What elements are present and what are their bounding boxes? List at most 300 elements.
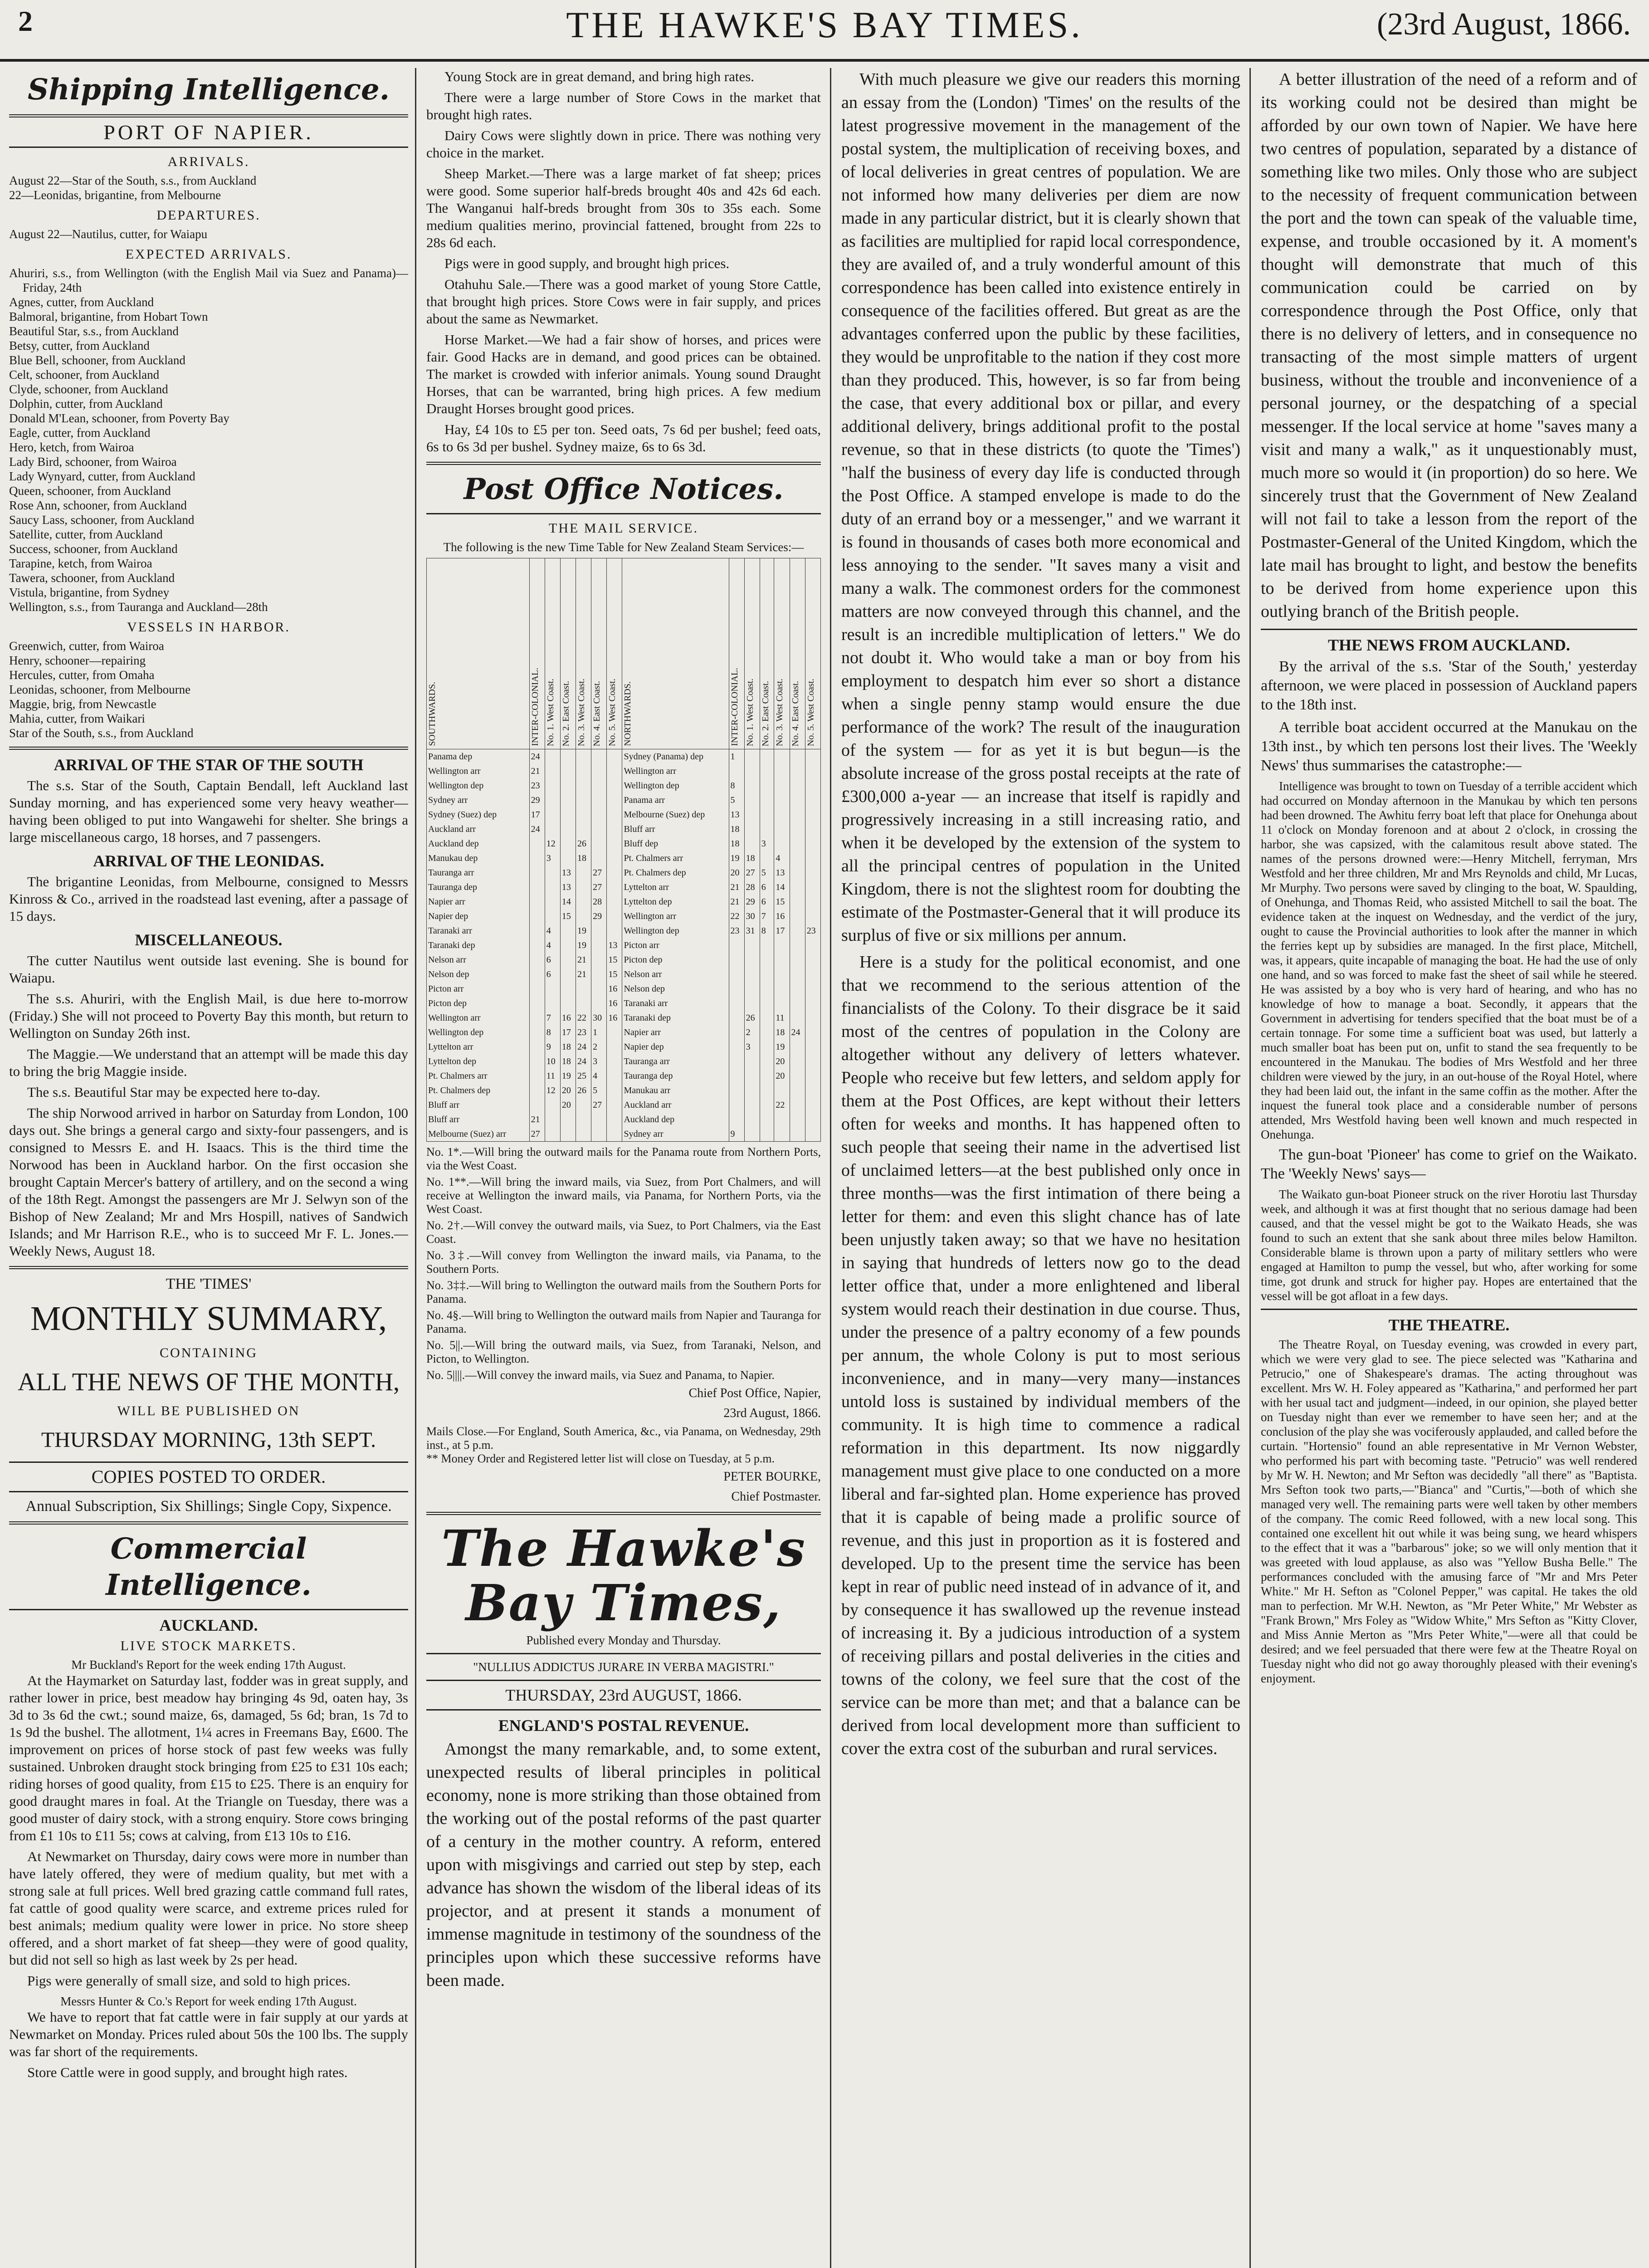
- list-item: Saucy Lass, schooner, from Auckland: [9, 513, 195, 527]
- harbor-heading: VESSELS IN HARBOR.: [127, 620, 290, 635]
- table-cell: [790, 822, 805, 836]
- timetable-header: [427, 558, 530, 749]
- table-cell: [805, 793, 820, 807]
- table-cell: Napier dep: [427, 909, 530, 924]
- table-cell: Wellington dep: [427, 778, 530, 793]
- paragraph: No. 5||||.—Will convey the inward mails, via Suez and Panama, to Napier.: [426, 1369, 775, 1382]
- timetable-header-label: SOUTHWARDS.: [427, 682, 437, 746]
- column-rule: [415, 68, 416, 2268]
- table-cell: [607, 822, 622, 836]
- list-item: Blue Bell, schooner, from Auckland: [9, 353, 185, 367]
- table-cell: 11: [545, 1069, 560, 1083]
- table-cell: 21: [729, 880, 744, 894]
- table-cell: Auckland arr: [622, 1098, 729, 1112]
- table-cell: 18: [729, 836, 744, 851]
- list-item: Hercules, cutter, from Omaha: [9, 668, 155, 682]
- table-cell: [576, 793, 591, 807]
- table-cell: [774, 1112, 790, 1127]
- table-cell: 19: [576, 938, 591, 953]
- table-cell: [805, 807, 820, 822]
- paragraph: No. 2†.—Will convey the outward mails, via Suez, to Port Chalmers, via the East Coast.: [426, 1219, 821, 1246]
- table-cell: Panama arr: [622, 793, 729, 807]
- table-cell: [729, 938, 744, 953]
- paragraph: The Maggie.—We understand that an attempt will be made this day to bring the brig Maggie inside.: [9, 1046, 408, 1079]
- table-cell: [729, 996, 744, 1011]
- table-cell: 20: [729, 865, 744, 880]
- mail-intro: The following is the new Time Table for New Zealand Steam Services:—: [443, 540, 804, 554]
- table-cell: [607, 764, 622, 778]
- table-cell: 3: [545, 851, 560, 865]
- timetable-notes: [426, 1145, 821, 1382]
- times-label: THE 'TIMES': [166, 1276, 252, 1292]
- leader-heading: ENGLAND'S POSTAL REVENUE.: [498, 1716, 749, 1735]
- table-cell: 21: [576, 953, 591, 967]
- theatre-text: The Theatre Royal, on Tuesday evening, was crowded in every part, which we were very glad to see. The piece selected was "Katharina and Petrucio," one of Shakespeare's dramas. The acting throughout was excellent. Mrs W. H. Foley appeared as "Katharina," and performed her part with her usual tact and judgment—indeed, in our opinion, she played better on Tuesday night than ever we remember to have seen her; and at the conclusion of the play she was vociferously applauded, and called before the curtain. "Hortensio" found an able representative in Mr Vernon Webster, who performed his part with becoming taste. "Petrucio" was well rendered by Mr W. H. Newton; and Mr Sefton was decidedly "all there" as "Baptista. Mrs Sefton took two parts,—"Bianca" and "Curtis,"—both of which she managed very well. The remaining parts were well taken by other members of the company. The comic Reed followed, with a new local song. This contained one excellent hit out while it was being sung, we heard whispers to the effect that it was a "barbarous" joke; so we will only mention that it was greeted with loud applause, as also was "Yellow Busha Belle." The performances concluded with the amusing farce of "Mr and Mrs Peter White." Mr H. Sefton as "Colonel Pepper," was capital. He takes the old man to perfection. Mr W.H. Newton, as "Mr Peter White," Mr Webster as "Frank Brown," Mrs Foley as "Widow White," Mrs Sefton as "Kitty Clover, and Miss Annie Merton as "Mrs Peter White,"—were all that could be desired; and we feel persuaded that there were few at the Theatre Royal on Tuesday night who did not go away thoroughly pleased with their evening's enjoyment.: [1261, 1338, 1637, 1685]
- table-cell: 19: [576, 924, 591, 938]
- timetable-header-label: No. 1. West Coast.: [745, 678, 755, 746]
- monthly-summary: MONTHLY SUMMARY,: [30, 1300, 387, 1338]
- list-item: August 22—Nautilus, cutter, for Waiapu: [9, 227, 208, 241]
- table-cell: [790, 749, 805, 764]
- vessels-in-harbor-list: [9, 639, 408, 740]
- table-row: [427, 967, 821, 982]
- table-cell: Tauranga arr: [427, 865, 530, 880]
- table-cell: [805, 1112, 820, 1127]
- issue-date: (23rd August, 1866.: [1377, 7, 1631, 42]
- table-cell: 28: [744, 880, 760, 894]
- napier-paragraph: A better illustration of the need of a reform and of its working could not be desired than might be afforded by our own town of Napier. We have here two centres of population, separated by a distance of something like two miles. Only those who are subject to the necessity of frequent communication between the port and the town can speak of the valuable time, expense, and trouble occasioned by it. A moment's thought will demonstrate that much of this communication could be carried on by correspondence through the Post Office, only that there is no delivery of letters, and in consequence no transacting of the most simple matters of urgent business, without the trouble and inconvenience of a personal journey, or the despatching of a special messenger. If the local service at home "saves many a visit and many a walk," as it unquestionably must, much more so would it (in proportion) do so here. We sincerely trust that the Government of New Zealand will not fail to take a lesson from the report of the Postmaster-General of the United Kingdom, which the late mail has brought to light, and bestow the benefits to be derived from home experience upon this outlying branch of the British people.: [1261, 70, 1637, 621]
- po-signature-date: 23rd August, 1866.: [723, 1406, 821, 1420]
- timetable-header: [729, 558, 744, 749]
- table-cell: [790, 1098, 805, 1112]
- timetable-header-label: No. 2. East Coast.: [760, 680, 771, 746]
- list-item: August 22—Star of the South, s.s., from Auckland: [9, 174, 257, 187]
- table-cell: [545, 1098, 560, 1112]
- table-cell: 21: [529, 1112, 545, 1127]
- table-cell: 5: [591, 1083, 607, 1098]
- table-cell: [560, 953, 576, 967]
- timetable-header: [774, 558, 790, 749]
- table-cell: 3: [760, 836, 774, 851]
- paragraph: No. 3‡.—Will convey from Wellington the inward mails, via Panama, to the Southern Ports.: [426, 1249, 821, 1276]
- timetable-header-label: No. 3. West Coast.: [576, 678, 587, 746]
- table-cell: Manukau dep: [427, 851, 530, 865]
- table-cell: [760, 1083, 774, 1098]
- table-cell: Sydney (Panama) dep: [622, 749, 729, 764]
- table-cell: 19: [560, 1069, 576, 1083]
- table-cell: [607, 1054, 622, 1069]
- paragraph: Sheep Market.—There was a large market of fat sheep; prices were good. Some superior half-breds brought 40s and 42s 6d each. The Wanganui half-breds brought from 30s to 35s each. Some medium qualities merino, provincial fattened, brought from 22s to 28s 6d each.: [426, 166, 821, 250]
- table-cell: [576, 807, 591, 822]
- table-row: [427, 836, 821, 851]
- paragraph: No. 1**.—Will bring the inward mails, via Suez, from Port Chalmers, and will receive at Wellington the inward mails, via Panama, for Northern Ports, via the West Coast.: [426, 1175, 821, 1216]
- table-cell: 19: [774, 1040, 790, 1054]
- table-cell: [744, 822, 760, 836]
- table-cell: Nelson dep: [622, 982, 729, 996]
- table-cell: 13: [774, 865, 790, 880]
- table-cell: 18: [774, 1025, 790, 1040]
- table-row: [427, 1054, 821, 1069]
- paragraph: No. 4§.—Will bring to Wellington the outward mails from Napier and Tauranga for Panama.: [426, 1309, 821, 1335]
- shipping-heading: Shipping Intelligence.: [27, 73, 390, 107]
- table-cell: 30: [591, 1011, 607, 1025]
- table-cell: [760, 982, 774, 996]
- table-cell: [790, 836, 805, 851]
- table-row: [427, 793, 821, 807]
- table-cell: 7: [545, 1011, 560, 1025]
- table-cell: [607, 749, 622, 764]
- table-cell: 14: [560, 894, 576, 909]
- table-cell: [774, 953, 790, 967]
- table-cell: [545, 894, 560, 909]
- table-cell: Bluff dep: [622, 836, 729, 851]
- table-cell: Pt. Chalmers dep: [622, 865, 729, 880]
- table-cell: 19: [729, 851, 744, 865]
- table-cell: 12: [545, 1083, 560, 1098]
- table-cell: [760, 967, 774, 982]
- timetable-header-label: No. 4. East Coast.: [790, 680, 800, 746]
- table-cell: 4: [545, 924, 560, 938]
- table-cell: 16: [607, 1011, 622, 1025]
- timetable-header-label: INTER-COLONIAL.: [530, 668, 540, 746]
- table-cell: [774, 822, 790, 836]
- table-cell: 3: [591, 1054, 607, 1069]
- table-cell: [774, 967, 790, 982]
- table-cell: Manukau arr: [622, 1083, 729, 1098]
- table-cell: Lyttelton arr: [427, 1040, 530, 1054]
- table-cell: 6: [545, 953, 560, 967]
- postmaster-title: Chief Postmaster.: [731, 1490, 821, 1504]
- table-row: [427, 982, 821, 996]
- timetable-header-label: No. 2. East Coast.: [561, 680, 571, 746]
- table-cell: [744, 1083, 760, 1098]
- table-cell: Auckland arr: [427, 822, 530, 836]
- table-cell: [760, 778, 774, 793]
- table-cell: [729, 982, 744, 996]
- table-cell: Auckland dep: [622, 1112, 729, 1127]
- table-cell: [805, 1098, 820, 1112]
- timetable-header: [805, 558, 820, 749]
- table-cell: Lyttelton dep: [427, 1054, 530, 1069]
- table-cell: [545, 749, 560, 764]
- table-cell: [529, 851, 545, 865]
- table-cell: Taranaki arr: [622, 996, 729, 1011]
- table-cell: [607, 851, 622, 865]
- table-row: [427, 996, 821, 1011]
- table-cell: [805, 967, 820, 982]
- table-cell: [529, 967, 545, 982]
- table-cell: [591, 982, 607, 996]
- published-on: WILL BE PUBLISHED ON: [117, 1403, 300, 1418]
- table-cell: [760, 1127, 774, 1142]
- table-cell: 13: [729, 807, 744, 822]
- table-cell: [805, 836, 820, 851]
- list-item: Hero, ketch, from Wairoa: [9, 440, 134, 454]
- table-cell: 15: [774, 894, 790, 909]
- table-cell: [805, 865, 820, 880]
- table-cell: Wellington dep: [427, 1025, 530, 1040]
- arrivals-heading: ARRIVALS.: [167, 154, 250, 169]
- table-cell: Sydney arr: [427, 793, 530, 807]
- table-cell: [805, 822, 820, 836]
- table-cell: 18: [560, 1040, 576, 1054]
- timetable-header: [529, 558, 545, 749]
- table-cell: Wellington arr: [427, 764, 530, 778]
- table-cell: [790, 793, 805, 807]
- table-cell: [744, 1069, 760, 1083]
- table-cell: [576, 909, 591, 924]
- list-item: Celt, schooner, from Auckland: [9, 368, 160, 381]
- table-cell: [607, 909, 622, 924]
- paragraph: The s.s. Ahuriri, with the English Mail, is due here to-morrow (Friday.) She will not proceed to Poverty Bay this month, but return to Wellington on Sunday 26th inst.: [9, 991, 408, 1041]
- table-cell: Tauranga dep: [622, 1069, 729, 1083]
- hunter-paragraphs: [9, 2009, 408, 2081]
- table-cell: Napier arr: [427, 894, 530, 909]
- paragraph: The cutter Nautilus went outside last evening. She is bound for Waiapu.: [9, 953, 408, 986]
- table-cell: [744, 953, 760, 967]
- table-cell: Melbourne (Suez) arr: [427, 1127, 530, 1142]
- table-row: [427, 1083, 821, 1098]
- table-cell: 22: [576, 1011, 591, 1025]
- table-cell: [591, 1112, 607, 1127]
- table-cell: 9: [729, 1127, 744, 1142]
- list-item: Success, schooner, from Auckland: [9, 542, 178, 556]
- table-cell: [790, 924, 805, 938]
- list-item: Dolphin, cutter, from Auckland: [9, 397, 163, 411]
- table-cell: [729, 1083, 744, 1098]
- table-cell: [729, 953, 744, 967]
- table-cell: [591, 1127, 607, 1142]
- timetable-header-label: INTER-COLONIAL.: [729, 668, 740, 746]
- containing: CONTAINING: [160, 1345, 258, 1360]
- list-item: Donald M'Lean, schooner, from Poverty Bay: [9, 411, 229, 425]
- postmaster-name: PETER BOURKE,: [723, 1470, 821, 1484]
- arrival-star-heading: ARRIVAL OF THE STAR OF THE SOUTH: [54, 756, 364, 774]
- table-cell: [744, 793, 760, 807]
- table-row: [427, 822, 821, 836]
- table-cell: [591, 778, 607, 793]
- table-cell: 27: [591, 880, 607, 894]
- table-row: [427, 749, 821, 764]
- table-cell: 2: [744, 1025, 760, 1040]
- table-cell: [576, 749, 591, 764]
- paragraph: The s.s. Beautiful Star may be expected here to-day.: [27, 1084, 321, 1100]
- table-cell: [805, 851, 820, 865]
- post-office-heading: Post Office Notices.: [463, 472, 784, 506]
- table-cell: 4: [591, 1069, 607, 1083]
- arrivals-list: [9, 173, 408, 202]
- table-cell: [729, 1025, 744, 1040]
- table-cell: [760, 1098, 774, 1112]
- table-cell: 24: [576, 1054, 591, 1069]
- table-cell: 6: [760, 894, 774, 909]
- table-cell: [529, 1054, 545, 1069]
- list-item: Eagle, cutter, from Auckland: [9, 426, 151, 440]
- timetable-header-label: No. 5. West Coast.: [805, 678, 816, 746]
- table-cell: [545, 807, 560, 822]
- table-cell: 30: [744, 909, 760, 924]
- leader-text: Amongst the many remarkable, and, to some extent, unexpected results of liberal principles in political economy, none is more striking than those obtained from the working out of the postal reforms of the past quarter of a century in the mother country. A reform, entered upon with misgivings and carried out step by step, each advance has shown the wisdom of the liberal ideas of its projector, and at present it stands a monument of immense magnitude in testimony of the soundness of the principles upon which these successive reforms have been made.: [426, 1740, 821, 1990]
- table-cell: Tauranga dep: [427, 880, 530, 894]
- table-row: [427, 1025, 821, 1040]
- table-cell: [760, 938, 774, 953]
- table-cell: [560, 836, 576, 851]
- table-cell: [607, 894, 622, 909]
- table-cell: [591, 749, 607, 764]
- table-cell: [805, 749, 820, 764]
- table-cell: [790, 764, 805, 778]
- table-row: [427, 1098, 821, 1112]
- table-row: [427, 909, 821, 924]
- table-cell: [760, 1069, 774, 1083]
- table-cell: 27: [591, 1098, 607, 1112]
- table-row: [427, 778, 821, 793]
- table-cell: 27: [744, 865, 760, 880]
- table-cell: 29: [744, 894, 760, 909]
- table-cell: Nelson arr: [427, 953, 530, 967]
- table-cell: [805, 1011, 820, 1025]
- news-intro-2: A terrible boat accident occurred at the Manukau on the 13th inst., by which ten persons lost their lives. The 'Weekly News' thus summarises the catastrophe:—: [1261, 719, 1637, 774]
- auckland-heading: AUCKLAND.: [159, 1616, 258, 1634]
- table-cell: [560, 924, 576, 938]
- table-cell: [560, 1127, 576, 1142]
- table-cell: 13: [560, 865, 576, 880]
- table-cell: [591, 967, 607, 982]
- table-cell: 18: [729, 822, 744, 836]
- table-cell: 16: [774, 909, 790, 924]
- table-cell: [760, 1054, 774, 1069]
- list-item: Wellington, s.s., from Tauranga and Auckland—28th: [9, 600, 268, 614]
- paragraph: There were a large number of Store Cows in the market that brought high rates.: [426, 89, 821, 122]
- table-row: [427, 807, 821, 822]
- table-cell: 21: [729, 894, 744, 909]
- table-row: [427, 764, 821, 778]
- port-heading: PORT OF NAPIER.: [103, 121, 314, 144]
- timetable-header: [576, 558, 591, 749]
- expected-heading: EXPECTED ARRIVALS.: [125, 247, 292, 262]
- table-cell: 13: [560, 880, 576, 894]
- table-cell: 20: [774, 1054, 790, 1069]
- table-cell: [529, 880, 545, 894]
- table-cell: Picton dep: [622, 953, 729, 967]
- table-cell: 15: [607, 953, 622, 967]
- timetable-header-label: No. 4. East Coast.: [592, 680, 602, 746]
- table-cell: [560, 938, 576, 953]
- table-cell: 18: [744, 851, 760, 865]
- table-cell: [529, 909, 545, 924]
- table-cell: 24: [529, 822, 545, 836]
- table-cell: [790, 778, 805, 793]
- table-cell: 22: [729, 909, 744, 924]
- table-cell: [805, 1025, 820, 1040]
- paper-title: The Hawke's Bay Times,: [441, 1519, 806, 1632]
- table-cell: [576, 1112, 591, 1127]
- paragraph: At the Haymarket on Saturday last, fodder was in great supply, and rather lower in price, best meadow hay bringing 4s 9d, oaten hay, 3s 3d to 3s 6d the cwt.; sound maize, 6s, damaged, 5s 6d; bran, 1s 7d to 1s 9d the bushel. The allotment, 1¼ acres in Freemans Bay, £600. The improvement on prices of horse stock of past few weeks was fully sustained. Unbroken draught stock bringing from £25 to £31 10s each; riding horses of good quality, from £15 to £25. There is an enquiry for good draught mares in foal. At the Triangle on Tuesday, there was a good muster of dairy stock, with a strong enquiry. Store cows bringing from £1 10s to £11 5s; cows at calving, from £13 10s to £16.: [9, 1672, 408, 1843]
- table-cell: [805, 953, 820, 967]
- table-cell: [790, 865, 805, 880]
- mail-timetable: [426, 558, 821, 1142]
- list-item: Lady Bird, schooner, from Wairoa: [9, 455, 177, 469]
- table-cell: 14: [774, 880, 790, 894]
- table-row: [427, 880, 821, 894]
- table-cell: 21: [576, 967, 591, 982]
- table-cell: [560, 1112, 576, 1127]
- table-cell: Nelson dep: [427, 967, 530, 982]
- news-intro-1: By the arrival of the s.s. 'Star of the South,' yesterday afternoon, we were placed in possession of Auckland papers to the 18th inst.: [1261, 658, 1637, 713]
- table-cell: [607, 807, 622, 822]
- table-cell: Auckland dep: [427, 836, 530, 851]
- table-cell: 17: [560, 1025, 576, 1040]
- table-cell: Lyttelton dep: [622, 894, 729, 909]
- table-cell: [744, 938, 760, 953]
- table-cell: [576, 764, 591, 778]
- table-cell: [576, 880, 591, 894]
- table-cell: [744, 807, 760, 822]
- table-cell: 23: [529, 778, 545, 793]
- masthead: [0, 0, 1649, 62]
- table-cell: [774, 938, 790, 953]
- table-cell: [805, 1083, 820, 1098]
- table-cell: [729, 1069, 744, 1083]
- departures-list: [9, 227, 408, 241]
- table-cell: [805, 1040, 820, 1054]
- table-cell: 26: [576, 836, 591, 851]
- table-cell: Wellington dep: [622, 778, 729, 793]
- pioneer-intro: The gun-boat 'Pioneer' has come to grief on the Waikato. The 'Weekly News' says—: [1261, 1146, 1637, 1182]
- table-cell: Wellington arr: [622, 909, 729, 924]
- table-cell: [790, 851, 805, 865]
- news-auckland-heading: THE NEWS FROM AUCKLAND.: [1327, 636, 1571, 654]
- table-cell: [560, 822, 576, 836]
- table-cell: [607, 1040, 622, 1054]
- table-cell: [729, 1112, 744, 1127]
- table-cell: [790, 1040, 805, 1054]
- table-cell: 9: [545, 1040, 560, 1054]
- table-cell: [560, 807, 576, 822]
- table-cell: [607, 1083, 622, 1098]
- table-cell: 28: [591, 894, 607, 909]
- arrival-star-text: The s.s. Star of the South, Captain Bendall, left Auckland last Sunday morning, and has experienced some very heavy weather—having been obliged to put into Wangawehi for shelter. She brings a large miscellaneous cargo, 18 horses, and 7 passengers.: [9, 777, 408, 845]
- column-3: [841, 68, 1240, 2268]
- table-cell: [729, 967, 744, 982]
- table-row: [427, 953, 821, 967]
- table-cell: Lyttelton arr: [622, 880, 729, 894]
- table-cell: 20: [774, 1069, 790, 1083]
- table-cell: [805, 880, 820, 894]
- table-cell: [529, 953, 545, 967]
- table-cell: 2: [591, 1040, 607, 1054]
- table-cell: Wellington arr: [427, 1011, 530, 1025]
- paragraph: Pigs were in good supply, and brought high prices.: [444, 255, 730, 271]
- table-cell: [744, 836, 760, 851]
- table-cell: [545, 793, 560, 807]
- table-cell: [760, 793, 774, 807]
- timetable-header: [545, 558, 560, 749]
- mail-service-heading: THE MAIL SERVICE.: [549, 521, 698, 536]
- table-cell: [576, 982, 591, 996]
- table-cell: [790, 909, 805, 924]
- list-item: Ahuriri, s.s., from Wellington (with the English Mail via Suez and Panama)—Friday, 24th: [9, 266, 408, 294]
- timetable-header: [760, 558, 774, 749]
- table-row: [427, 1127, 821, 1142]
- copies-posted: COPIES POSTED TO ORDER.: [91, 1466, 326, 1487]
- table-cell: [760, 749, 774, 764]
- table-cell: [774, 982, 790, 996]
- table-cell: 8: [545, 1025, 560, 1040]
- newspaper-title: THE HAWKE'S BAY TIMES.: [566, 4, 1083, 45]
- table-cell: [529, 1069, 545, 1083]
- table-cell: 26: [576, 1083, 591, 1098]
